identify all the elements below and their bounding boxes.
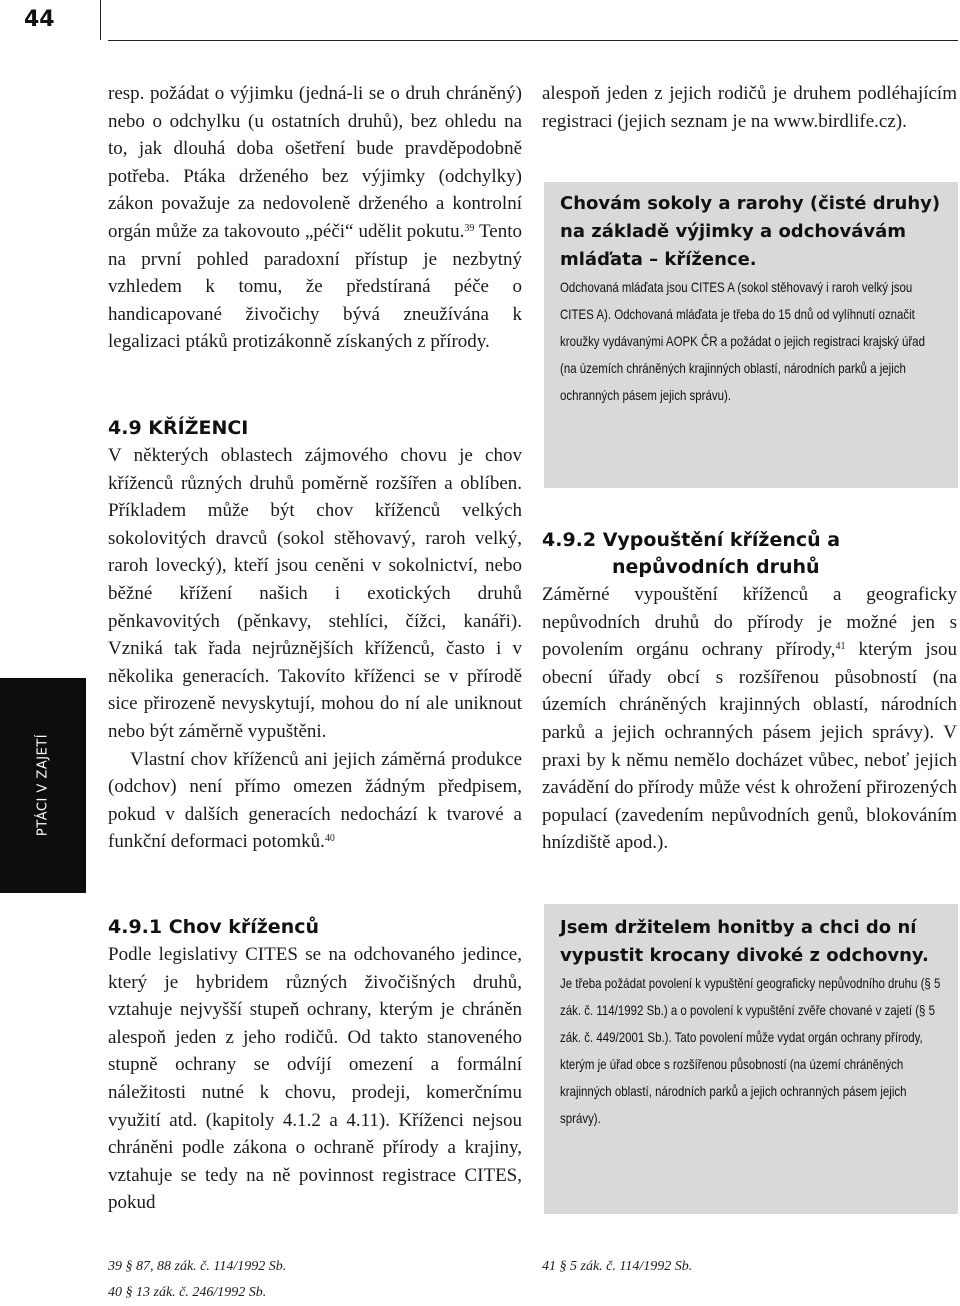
right-column-top [542, 80, 957, 135]
paragraph-hybrids-intro: V některých oblastech zájmového chovu je chov kříženců různých druhů poměrně rozšířen a oblíben. Příkladem může být chov kříženců velkých sokolovitých dravců (sokol stěhovavý, raroh velký, raroh lovecký), kteří jsou ceněni v sokolnictví, nebo běžné křížení našich i exotických druhů pěnkavovitých (pěnkavy, stehlíci, čížci, kanáři). Vzniká tak řada nejrůznějších kříženců, často i v několika generacích. Takovíto kříženci se v přírodě sice přirozeně nevyskytují, mohou do ní ale uniknout nebo být záměrně vypuštěni. [108, 445, 522, 742]
example-box-falcons [544, 182, 958, 488]
footnote-41: 41 § 5 zák. č. 114/1992 Sb. [542, 1259, 693, 1274]
header-divider-vertical [100, 0, 101, 40]
left-section-4-9-1 [108, 914, 522, 1217]
footnote-ref-39: 39 [464, 222, 475, 234]
header-rule [108, 40, 958, 41]
paragraph-exception-b: Tento na první pohled paradoxní přístup je nezbytný vzhledem k tomu, že předstíraná péče o handicapované živočichy bývá zneužívána k legalizaci ptáků protizákonně získaných z přírody. [108, 220, 522, 353]
footnote-ref-41: 41 [835, 641, 846, 653]
paragraph-release-a: Záměrné vypouštění kříženců a geograficky nepůvodních druhů do přírody je možné jen s povolením orgánu ochrany přírody, [542, 584, 957, 661]
side-tab-label: PTÁCI V ZAJETÍ [35, 733, 51, 837]
paragraph-registration: alespoň jeden z jejich rodičů je druhem podléhajícím registraci (jejich seznam je na www.birdlife.cz). [542, 83, 957, 132]
footnote-ref-40: 40 [324, 833, 335, 845]
paragraph-release-b: kterým jsou obecní úřady obcí s rozšířenou působností (na územích chráněných krajinných oblastí, národních parků a jejich ochranných pásem jejich správy). V praxi by k němu nemělo docházet vůbec, neboť jejich zavádění do přírody může vést k ohrožení přirozených populací (zavedením nepůvodních genů, blokováním hnízdiště apod.). [542, 639, 957, 854]
left-section-hybrids [108, 415, 522, 856]
box-falcons-answer: Odchovaná mláďata jsou CITES A (sokol stěhovavý i raroh velký jsou CITES A). Odchovaná mláďata je třeba do 15 dnů od vylíhnutí označit kroužky vydávanými AOPK ČR a požádat o jejich registraci krajský úřad (na územích chráněných krajinných oblastí, národních parků a jejich ochranných pásem jejich správu). [560, 279, 925, 403]
page-number: 44 [24, 7, 55, 32]
left-column [108, 80, 522, 356]
box-turkeys-answer: Je třeba požádat povolení k vypuštění geograficky nepůvodního druhu (§ 5 zák. č. 114/1992 Sb.) a o povolení k vypuštění zvěře chované v zajetí (§ 5 zák. č. 449/2001 Sb.). Tato povolení může vydat orgán ochrany přírody, kterým je úřad obce s rozšířenou působností (na území chráněných krajinných oblastí, národních parků a jejich ochranných pásem jejich správy). [560, 975, 941, 1126]
heading-4-9-2-text: 4.9.2 Vypouštění kříženců a nepůvodních druhů [542, 529, 841, 578]
example-box-turkeys [544, 904, 958, 1214]
paragraph-exception-a: resp. požádat o výjimku (jedná-li se o druh chráněný) nebo o odchylku (u ostatních druhů), bez ohledu na to, jak dlouhá doba ošetření bude pravděpodobně potřeba. Ptáka drženého bez výjimky (odchylky) zákon považuje za nedovoleně drženého a kontrolní orgán může za takovouto „péči“ udělit pokutu. [108, 83, 522, 242]
paragraph-cites: Podle legislativy CITES se na odchovaného jedince, který je hybridem různých živočišných druhů, vztahuje nejvyšší stupeň ochrany, kterým je chráněn alespoň jeden z jeho rodičů. Od takto stanoveného stupně ochrany se odvíjí omezení a formální náležitosti nutné k chovu, prodeji, komerčnímu využití atd. (kapitoly 4.1.2 a 4.11). Kříženci nejsou chráněni podle zákona o ochraně přírody a krajiny, vztahuje se tedy na ně povinnost registrace CITES, pokud [108, 944, 522, 1214]
box-turkeys-question: Jsem držitelem honitby a chci do ní vypustit krocany divoké z odchovny. [560, 917, 929, 966]
paragraph-exception [108, 80, 522, 356]
paragraph-hybrids-breeding-text: Vlastní chov kříženců ani jejich záměrná produkce (odchov) není přímo omezen žádným předpisem, pokud v dalších generacích nedochází k tvarové a funkční deformaci potomků. [108, 748, 522, 853]
heading-4-9-1: 4.9.1 Chov kříženců [108, 916, 320, 938]
heading-4-9: 4.9 KŘÍŽENCI [108, 417, 249, 439]
right-section-4-9-2 [542, 527, 957, 857]
paragraph-release [542, 581, 957, 857]
section-side-tab [0, 678, 86, 893]
box-falcons-question: Chovám sokoly a rarohy (čisté druhy) na základě výjimky a odchovávám mláďata – křížence. [560, 193, 941, 270]
footnote-40: 40 § 13 zák. č. 246/1992 Sb. [108, 1285, 267, 1300]
heading-4-9-2 [542, 527, 957, 581]
paragraph-hybrids-breeding [108, 746, 522, 856]
footnote-39: 39 § 87, 88 zák. č. 114/1992 Sb. [108, 1259, 287, 1274]
